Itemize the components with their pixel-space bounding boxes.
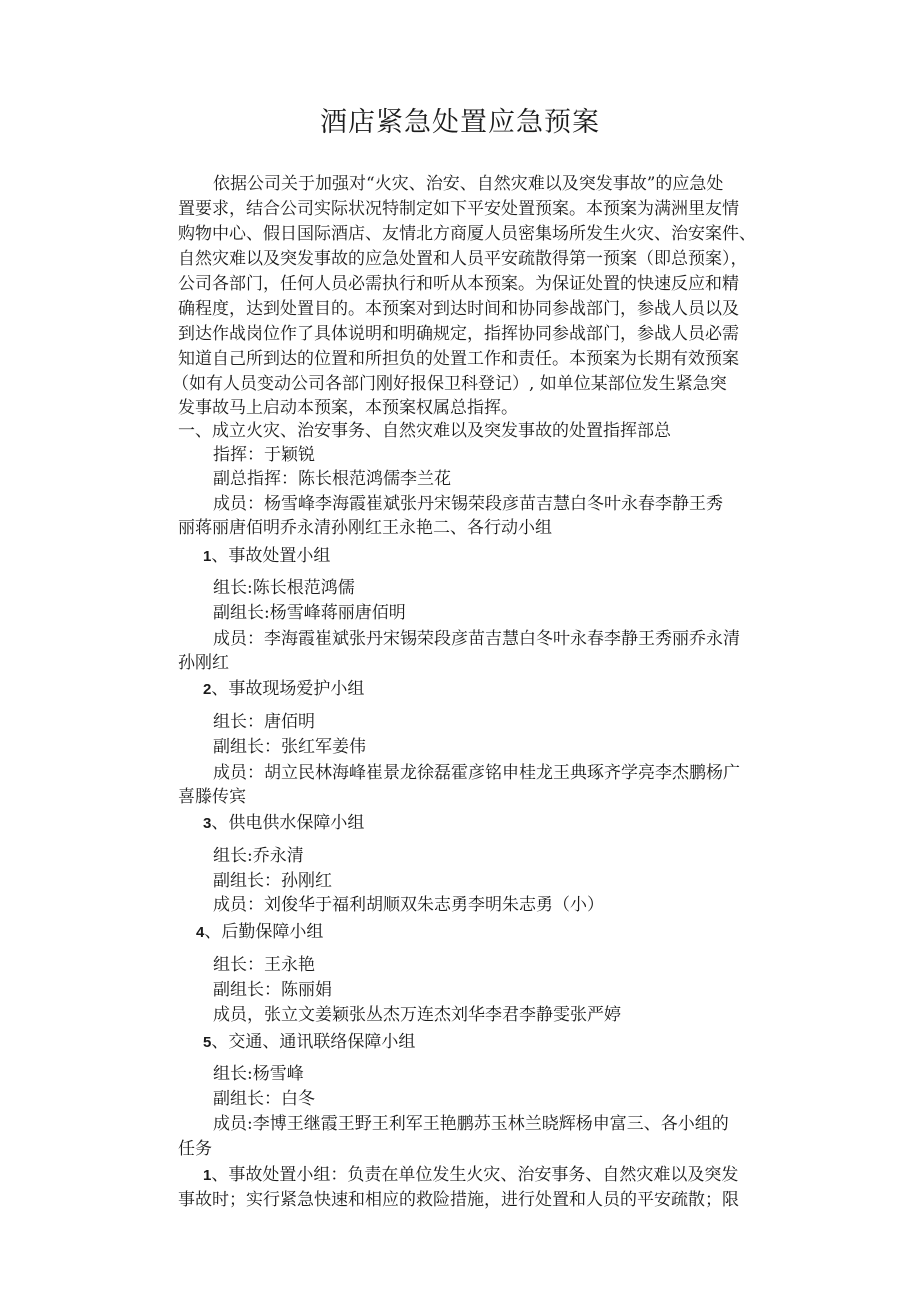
group-leader: 组长:杨雪峰 xyxy=(213,1064,304,1084)
members-line: 丽蒋丽唐佰明乔永清孙刚红王永艳二、各行动小组 xyxy=(178,518,552,538)
intro-line: （如有人员变动公司各部门刚好报保卫科登记）, 如单位某部位发生紧急突 xyxy=(172,374,727,394)
group-number: 2 xyxy=(203,681,212,698)
intro-line: 确程度，达到处置目的。本预案对到达时间和协同参战部门，参战人员以及 xyxy=(178,299,739,319)
group-leader: 组长：唐佰明 xyxy=(213,712,315,732)
group-members: 成员：刘俊华于福利胡顺双朱志勇李明朱志勇（小） xyxy=(213,895,604,915)
members-line: 成员：杨雪峰李海霞崔斌张丹宋锡荣段彦苗吉慧白冬叶永春李静王秀 xyxy=(213,494,723,514)
intro-line: 自然灾难以及突发事故的应急处置和人员平安疏散得第一预案（即总预案）， xyxy=(178,249,748,269)
intro-line: 依据公司关于加强对“火灾、治安、自然灾难以及突发事故”的应急处 xyxy=(213,174,724,194)
group-members: 成员：胡立民林海峰崔景龙徐磊霍彦铭申桂龙王典琢齐学亮李杰鹏杨广 xyxy=(213,763,740,783)
group-name: 、交通、通讯联络保障小组 xyxy=(211,1032,416,1052)
group-heading xyxy=(203,1030,415,1055)
commander-line: 指挥：于颖锐 xyxy=(213,445,315,465)
group-deputy: 副组长：白冬 xyxy=(213,1089,315,1109)
deputy-commander-line: 副总指挥：陈长根范鸿儒李兰花 xyxy=(213,469,451,489)
intro-line: 知道自己所到达的位置和所担负的处置工作和责任。本预案为长期有效预案 xyxy=(178,349,739,369)
group-heading xyxy=(203,811,364,836)
intro-line: 到达作战岗位作了具体说明和明确规定，指挥协同参战部门，参战人员必需 xyxy=(178,324,739,344)
group-number: 4 xyxy=(196,924,205,941)
group-deputy: 副组长:杨雪峰蒋丽唐佰明 xyxy=(213,603,406,623)
group-number: 3 xyxy=(203,815,212,832)
group-leader: 组长:乔永清 xyxy=(213,846,304,866)
group-number: 1 xyxy=(203,548,212,565)
group-members: 喜滕传宾 xyxy=(178,787,246,807)
group-leader: 组长：王永艳 xyxy=(213,955,315,975)
intro-line: 购物中心、假日国际酒店、友情北方商厦人员密集场所发生火灾、治安案件、 xyxy=(178,224,756,244)
group-deputy: 副组长：孙刚红 xyxy=(213,871,332,891)
group-members: 成员，张立文姜颖张丛杰万连杰刘华李君李静雯张严婷 xyxy=(213,1005,621,1025)
group-deputy: 副组长：张红军姜伟 xyxy=(213,737,366,757)
section-heading: 一、成立火灾、治安事务、自然灾难以及突发事故的处置指挥部总 xyxy=(178,421,671,441)
task-line xyxy=(203,1163,738,1188)
task-text: 、事故处置小组：负责在单位发生火灾、治安事务、自然灾难以及突发 xyxy=(211,1165,739,1185)
group-members: 任务 xyxy=(178,1139,212,1159)
group-number: 5 xyxy=(203,1034,212,1051)
group-name: 、事故处置小组 xyxy=(211,546,331,566)
group-name: 、后勤保障小组 xyxy=(204,922,324,942)
group-heading xyxy=(196,920,323,945)
group-heading xyxy=(203,544,330,569)
group-members: 孙刚红 xyxy=(178,653,229,673)
group-name: 、事故现场爱护小组 xyxy=(211,679,365,699)
intro-line: 公司各部门，任何人员必需执行和听从本预案。为保证处置的快速反应和精 xyxy=(178,274,739,294)
group-deputy: 副组长：陈丽娟 xyxy=(213,980,332,1000)
group-members: 成员:李博王继霞王野王利军王艳鹏苏玉林兰晓辉杨申富三、各小组的 xyxy=(213,1114,729,1134)
intro-line: 发事故马上启动本预案，本预案权属总指挥。 xyxy=(178,398,518,418)
group-members: 成员：李海霞崔斌张丹宋锡荣段彦苗吉慧白冬叶永春李静王秀丽乔永清 xyxy=(213,629,740,649)
intro-line: 置要求，结合公司实际状况特制定如下平安处置预案。本预案为满洲里友情 xyxy=(178,199,739,219)
group-name: 、供电供水保障小组 xyxy=(211,813,365,833)
group-leader: 组长:陈长根范鸿儒 xyxy=(213,578,355,598)
task-number: 1 xyxy=(203,1167,212,1184)
task-line: 事故时；实行紧急快速和相应的救险措施，进行处置和人员的平安疏散；限 xyxy=(178,1190,739,1210)
group-heading xyxy=(203,677,364,702)
document-title: 酒店紧急处置应急预案 xyxy=(320,107,600,138)
